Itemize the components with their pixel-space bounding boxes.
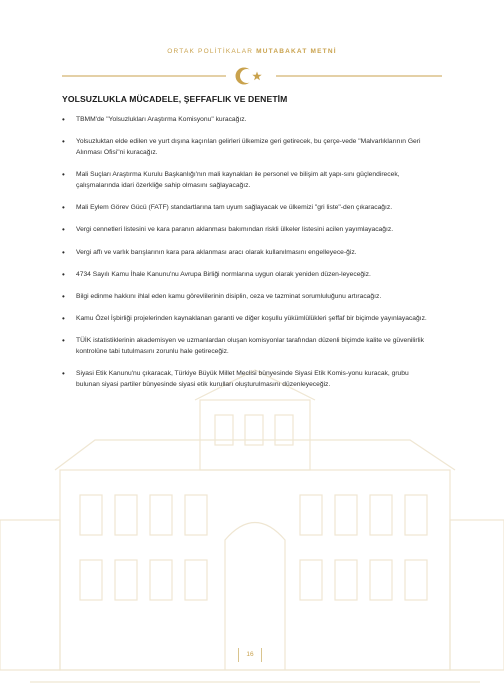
list-item [62,137,434,159]
crescent-star-emblem [0,60,504,90]
header-prefix: ORTAK POLİTİKALAR [167,48,254,55]
list-item [62,225,434,236]
bullet-icon: • [62,203,65,213]
list-item-text: TBMM'de "Yolsuzlukları Araştırma Komisyonu" kuracağız. [76,116,247,123]
list-item [62,369,434,391]
section-title: YOLSUZLUKLA MÜCADELE, ŞEFFAFLIK VE DENETİM [62,94,288,104]
bullet-icon: • [62,314,65,324]
header-title [0,48,504,55]
bullet-icon: • [62,369,65,379]
list-item-text: Yolsuzluktan elde edilen ve yurt dışına kaçırılan gelirleri ülkemize geri getirecek, bu çerçe-vede "Malvarlıklarının Geri Alınması Ofisi"ni kuracağız. [76,138,421,156]
bullet-icon: • [62,225,65,235]
list-item [62,292,434,303]
list-item [62,336,434,358]
list-item-text: TÜİK istatistiklerinin akademisyen ve uzmanlardan oluşan komisyonlar tarafından düzenli biçimde kalite ve güvenilirlik kontrolüne tabi tutulmasını zorunlu hale getireceğiz. [76,337,424,356]
bullet-icon: • [62,336,65,346]
bullet-icon: • [62,269,65,279]
bullet-icon: • [62,115,65,124]
list-item-text: Vergi cennetleri listesini ve kara paranın aklanması bakımından riskli ülkeler listesini acilen yayımlayacağız. [76,226,394,234]
list-item-text: Siyasi Etik Kanunu'nu çıkaracak, Türkiye Büyük Millet Meclisi bünyesinde Siyasi Etik Komis-yonu kuracak, grubu bulunan siyasi partiler bünyesinde siyasi etik kurulları oluşturulmasını düzenleyeceğiz. [76,370,409,389]
list-item [62,270,434,281]
bullet-icon: • [62,247,65,257]
list-item-text: Vergi affı ve varlık barışlarının kara para aklanması aracı olarak kullanılmasını engelleyece-ğiz. [76,248,357,256]
list-item-text: Mali Eylem Görev Gücü (FATF) standartlarına tam uyum sağlayacak ve ülkemizi "gri liste"-den çıkaracağız. [76,204,393,212]
list-item [62,314,434,325]
bullet-icon: • [62,137,65,147]
list-item [62,115,434,126]
list-item-text: 4734 Sayılı Kamu İhale Kanunu'nu Avrupa Birliği normlarına uygun olarak yeniden düzen-leyeceğiz. [76,270,371,278]
list-item [62,248,434,259]
crescent-icon [236,68,255,85]
bullet-icon: • [62,291,65,301]
list-item-text: Kamu Özel İşbirliği projelerinden kaynaklanan garanti ve diğer koşullu yükümlülükleri şeffaf bir biçimde yayınlayacağız. [76,315,427,323]
bullet-icon: • [62,170,65,180]
policy-list [62,115,434,391]
list-item-text: Bilgi edinme hakkını ihlal eden kamu görevlilerinin disiplin, ceza ve tazminat sorumluluğunu artıracağız. [76,292,382,300]
page-number: 16 [238,648,262,662]
list-item [62,203,434,214]
main-content [62,94,434,402]
list-item [62,170,434,192]
header-main-title: MUTABAKAT METNİ [256,48,337,55]
list-item-text: Mali Suçları Araştırma Kurulu Başkanlığı'nın mali kaynakları ile personel ve bilişim alt yapı-sını güçlendirecek, çalışmalarında idari özerkliğe sahip olmasını sağlayacağız. [76,171,400,189]
